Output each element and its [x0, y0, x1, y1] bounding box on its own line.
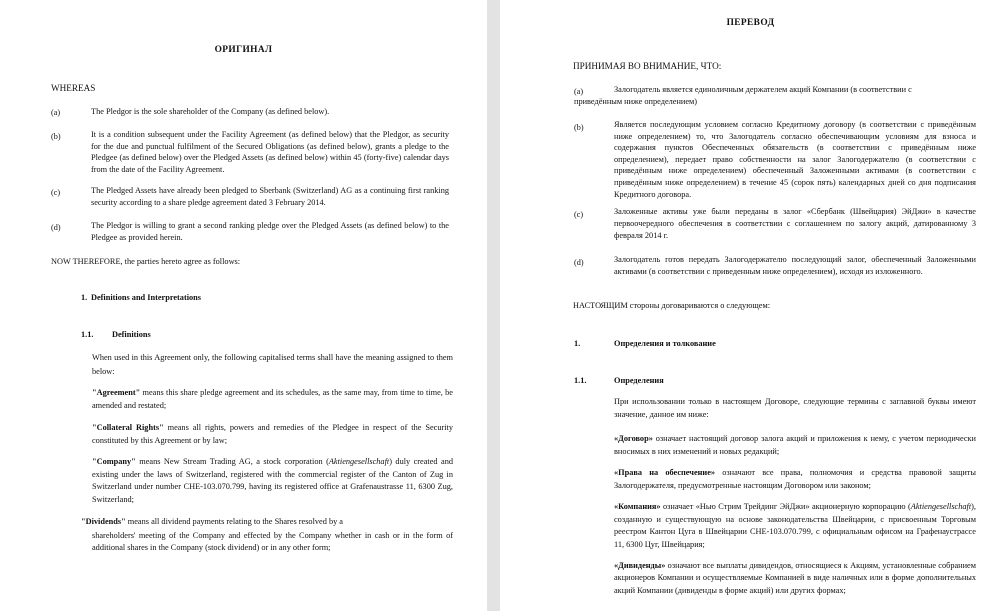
recital-text: Заложенные активы уже были переданы в залог «Сбербанк (Швейцария) ЭйДжи» в качестве первоочередного обеспечения в соответствии с соглашением по залогу акций, датированному 3 февраля 2014 г.: [614, 207, 976, 240]
definition-term: «Дивиденды»: [614, 561, 666, 570]
original-section11-title: Definitions: [112, 330, 151, 339]
original-section1-title: Definitions and Interpretations: [91, 293, 202, 302]
original-intro: When used in this Agreement only, the following capitalised terms shall have the meaning assigned to them below:: [92, 353, 453, 376]
definition-collateral-rights: [92, 422, 453, 447]
definition-term: «Договор»: [614, 434, 653, 443]
translation-section11-number: 1.1.: [574, 376, 587, 385]
definition-term: "Agreement": [92, 388, 141, 397]
definition-term: «Компания»: [614, 502, 661, 511]
definition-text: ) duly created and existing under the laws of Switzerland, registered with the commercial register of the Canton of Zug in Switzerland under number CHE-103.070.799, having its registered office at Grafenaustrasse 11, 6300 Zug, Switzerland;: [92, 457, 453, 505]
original-section1-number: 1.: [81, 293, 88, 302]
original-section11-number: 1.1.: [81, 330, 94, 339]
recital-label: (d): [51, 223, 61, 232]
definition-dividends-first-line: [81, 516, 343, 528]
recital-label: (c): [51, 188, 61, 197]
definition-text: means this share pledge agreement and its schedules, as the same may, from time to time, be amended and restated;: [92, 388, 453, 410]
recital-text: It is a condition subsequent under the Facility Agreement (as defined below) that the Pledgor, as security for the due and punctual fulfilment of the Secured Obligations (as defined below), grants a pledge to the Pledgee (as defined below) over the Pledged Assets (as defined below) within 45 (forty-five) calendar days from the date of the Facility Agreement.: [91, 130, 449, 174]
translation-section11-title: Определения: [614, 376, 664, 385]
recital-text: Является последующим условием согласно Кредитному договору (в соответствии с приведённым ниже определением) то, что Залогодатель согласно обеспечивающим условиям для взноса и содержания пунктов Обеспеченных обязательств (в соответствии с приведённым ниже определением), передает право собственности на залог Залогодержателю (в соответствии с приведённым ниже определением) обеспеченный Заложенными активами (в соответствии с приведённым ниже определением) в течение 45 (сорок пять) календарных дней со дня подписания Кредитного договора.: [614, 120, 976, 199]
translation-heading: ПЕРЕВОД: [726, 18, 775, 28]
definition-text: означает настоящий договор залога акций и приложения к нему, с учетом периодически вносимых в них изменений и новых редакций;: [614, 434, 976, 456]
translation-section1-number: 1.: [574, 339, 581, 348]
recital-label: (a): [574, 87, 584, 96]
recital-text: The Pledgor is willing to grant a second ranking pledge over the Pledged Assets (as defined below) to the Pledgee as provided herein.: [91, 221, 449, 242]
recital-text: The Pledged Assets have already been pledged to Sberbank (Switzerland) AG as a continuing first ranking security according to a share pledge agreement dated 3 February 2014.: [91, 186, 449, 207]
definition-text: means New Stream Trading AG, a stock corporation (: [135, 457, 329, 466]
definition-term: "Company": [92, 457, 136, 466]
translation-whereas: ПРИНИМАЯ ВО ВНИМАНИЕ, ЧТО:: [573, 61, 722, 71]
original-page: [0, 0, 487, 611]
recital-label: (c): [574, 210, 584, 219]
definition-text: ), созданную и существующую на основе законодательства Швейцарии, с присвоенным Торговым реестром Кантон Цуга в Швейцарии CHE-103.070.799, с официальным офисом на Графенаустрассе 11, 6300 Цуг, Швейцария;: [614, 502, 976, 549]
recital-label: (d): [574, 258, 584, 267]
recital-label: (b): [574, 123, 584, 132]
definition-text: означает «Нью Стрим Трейдинг ЭйДжи» акционерную корпорацию (: [660, 502, 911, 511]
recital-label: (b): [51, 132, 61, 141]
original-whereas: WHEREAS: [51, 83, 96, 93]
translation-section1-title: Определения и толкование: [614, 339, 716, 348]
definition-agreement: [92, 387, 453, 412]
translation-now-therefore: НАСТОЯЩИМ стороны договариваются о следующем:: [573, 301, 771, 310]
definition-collateral-rights: [614, 467, 976, 492]
definition-text: means all dividend payments relating to the Shares resolved by a: [125, 517, 343, 526]
original-now-therefore: NOW THEREFORE, the parties hereto agree as follows:: [51, 257, 241, 266]
original-heading: ОРИГИНАЛ: [214, 45, 273, 55]
definition-italic: Aktiengesellschaft: [328, 457, 390, 466]
definition-italic: Aktiengesellschaft: [910, 502, 972, 511]
recital-label: (a): [51, 108, 61, 117]
definition-term: "Dividends": [81, 517, 126, 526]
definition-agreement: [614, 433, 976, 458]
definition-dividends: [614, 560, 976, 597]
recital-text-first-line: Залогодатель является единоличным держателем акций Компании (в соответствии с: [614, 85, 912, 94]
definition-dividends-text: shareholders' meeting of the Company and effected by the Company whether in cash or in the form of additional shares in the Company (stock dividend) or in any other form;: [92, 531, 453, 553]
definition-term: "Collateral Rights": [92, 423, 164, 432]
definition-text: означают все права, полномочия и средства правовой защиты Залогодержателя, предусмотренные настоящим Договором или законом;: [614, 468, 976, 490]
definition-company: [614, 501, 976, 551]
definition-term: «Права на обеспечение»: [614, 468, 716, 477]
translation-page: [500, 0, 1001, 611]
recital-text: Залогодатель готов передать Залогодержателю последующий залог, обеспеченный Заложенными активами (в соответствии с приведенным ниже определением), исходя из изложенного.: [614, 255, 976, 276]
recital-text: The Pledgor is the sole shareholder of the Company (as defined below).: [91, 107, 330, 116]
recital-text: приведённым ниже определением): [574, 97, 698, 106]
definition-company: [92, 456, 453, 507]
definition-text: означают все выплаты дивидендов, относящиеся к Акциям, установленные собранием акционеров Компании и осуществляемые Компанией в виде наличных или в форме дополнительных акций Компании (дивиденды в форме акций) или других формах;: [614, 561, 976, 595]
definition-text: means all rights, powers and remedies of the Pledgee in respect of the Security constituted by this Agreement or by law;: [92, 423, 453, 445]
translation-intro: При использовании только в настоящем Договоре, следующие термины с заглавной буквы имеют значение, данное им ниже:: [614, 397, 976, 419]
